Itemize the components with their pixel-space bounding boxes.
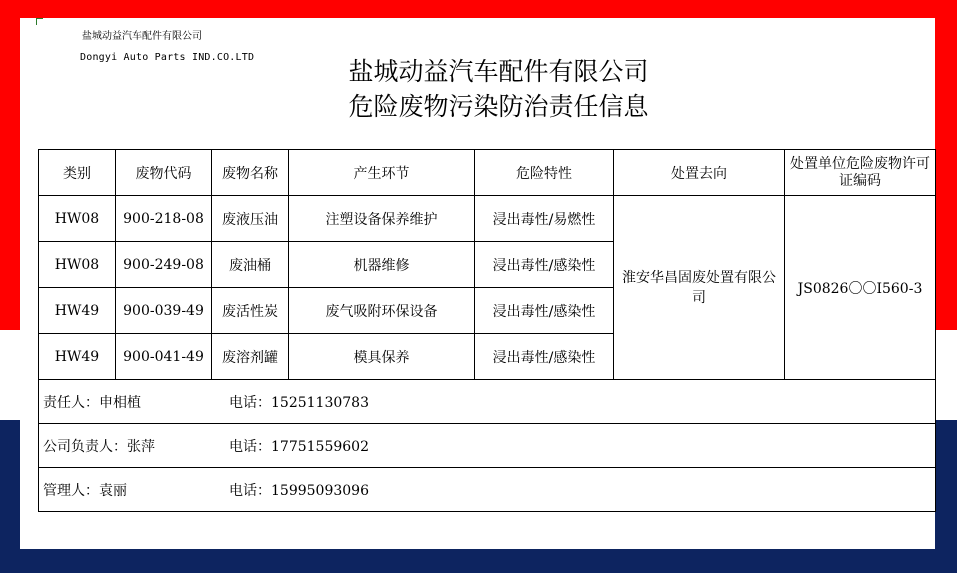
header-cell: 类别 — [39, 150, 116, 196]
waste-name-cell: 废活性炭 — [212, 288, 289, 334]
waste-code-cell: 900-218-08 — [116, 196, 212, 242]
waste-code-cell: 900-249-08 — [116, 242, 212, 288]
header-cell: 产生环节 — [289, 150, 475, 196]
table-row — [39, 196, 936, 242]
header-cell: 废物名称 — [212, 150, 289, 196]
company-name-cn: 盐城动益汽车配件有限公司 — [82, 31, 202, 42]
license-cell: JS0826〇〇I560-3 — [785, 196, 936, 380]
stage-cell: 废气吸附环保设备 — [289, 288, 475, 334]
stage-cell: 模具保养 — [289, 334, 475, 380]
phone-label: 电话： — [229, 438, 271, 455]
hazardous-waste-table — [38, 149, 936, 512]
stage-cell: 机器维修 — [289, 242, 475, 288]
hazard-cell: 浸出毒性/感染性 — [475, 242, 614, 288]
phone-number: 15995093096 — [271, 482, 369, 499]
waste-code-cell: 900-041-49 — [116, 334, 212, 380]
contact-row — [39, 424, 936, 468]
header-cell: 处置单位危险废物许可证编码 — [785, 150, 936, 196]
phone-number: 17751559602 — [271, 438, 369, 455]
phone-label: 电话： — [229, 394, 271, 411]
header-cell: 危险特性 — [475, 150, 614, 196]
category-cell: HW08 — [39, 196, 116, 242]
hazard-cell: 浸出毒性/感染性 — [475, 334, 614, 380]
phone-number: 15251130783 — [271, 394, 369, 411]
contact-role: 责任人：申相植 — [43, 394, 141, 411]
contact-role: 管理人：袁丽 — [43, 482, 127, 499]
contact-role: 公司负责人：张萍 — [43, 438, 155, 455]
contact-row — [39, 380, 936, 424]
table-header-row — [39, 150, 936, 196]
page-title-line2: 危险废物污染防治责任信息 — [348, 92, 649, 121]
waste-name-cell: 废油桶 — [212, 242, 289, 288]
contact-row — [39, 468, 936, 512]
category-cell: HW49 — [39, 334, 116, 380]
page-title-line1: 盐城动益汽车配件有限公司 — [348, 57, 649, 86]
category-cell: HW08 — [39, 242, 116, 288]
hazard-cell: 浸出毒性/易燃性 — [475, 196, 614, 242]
header-cell: 处置去向 — [614, 150, 785, 196]
header-cell: 废物代码 — [116, 150, 212, 196]
waste-name-cell: 废液压油 — [212, 196, 289, 242]
phone-label: 电话： — [229, 482, 271, 499]
waste-name-cell: 废溶剂罐 — [212, 334, 289, 380]
company-name-en: Dongyi Auto Parts IND.CO.LTD — [80, 52, 255, 63]
corner-mark-icon — [36, 18, 43, 25]
category-cell: HW49 — [39, 288, 116, 334]
stage-cell: 注塑设备保养维护 — [289, 196, 475, 242]
disposal-cell: 淮安华昌固废处置有限公司 — [614, 196, 785, 380]
hazard-cell: 浸出毒性/感染性 — [475, 288, 614, 334]
waste-code-cell: 900-039-49 — [116, 288, 212, 334]
